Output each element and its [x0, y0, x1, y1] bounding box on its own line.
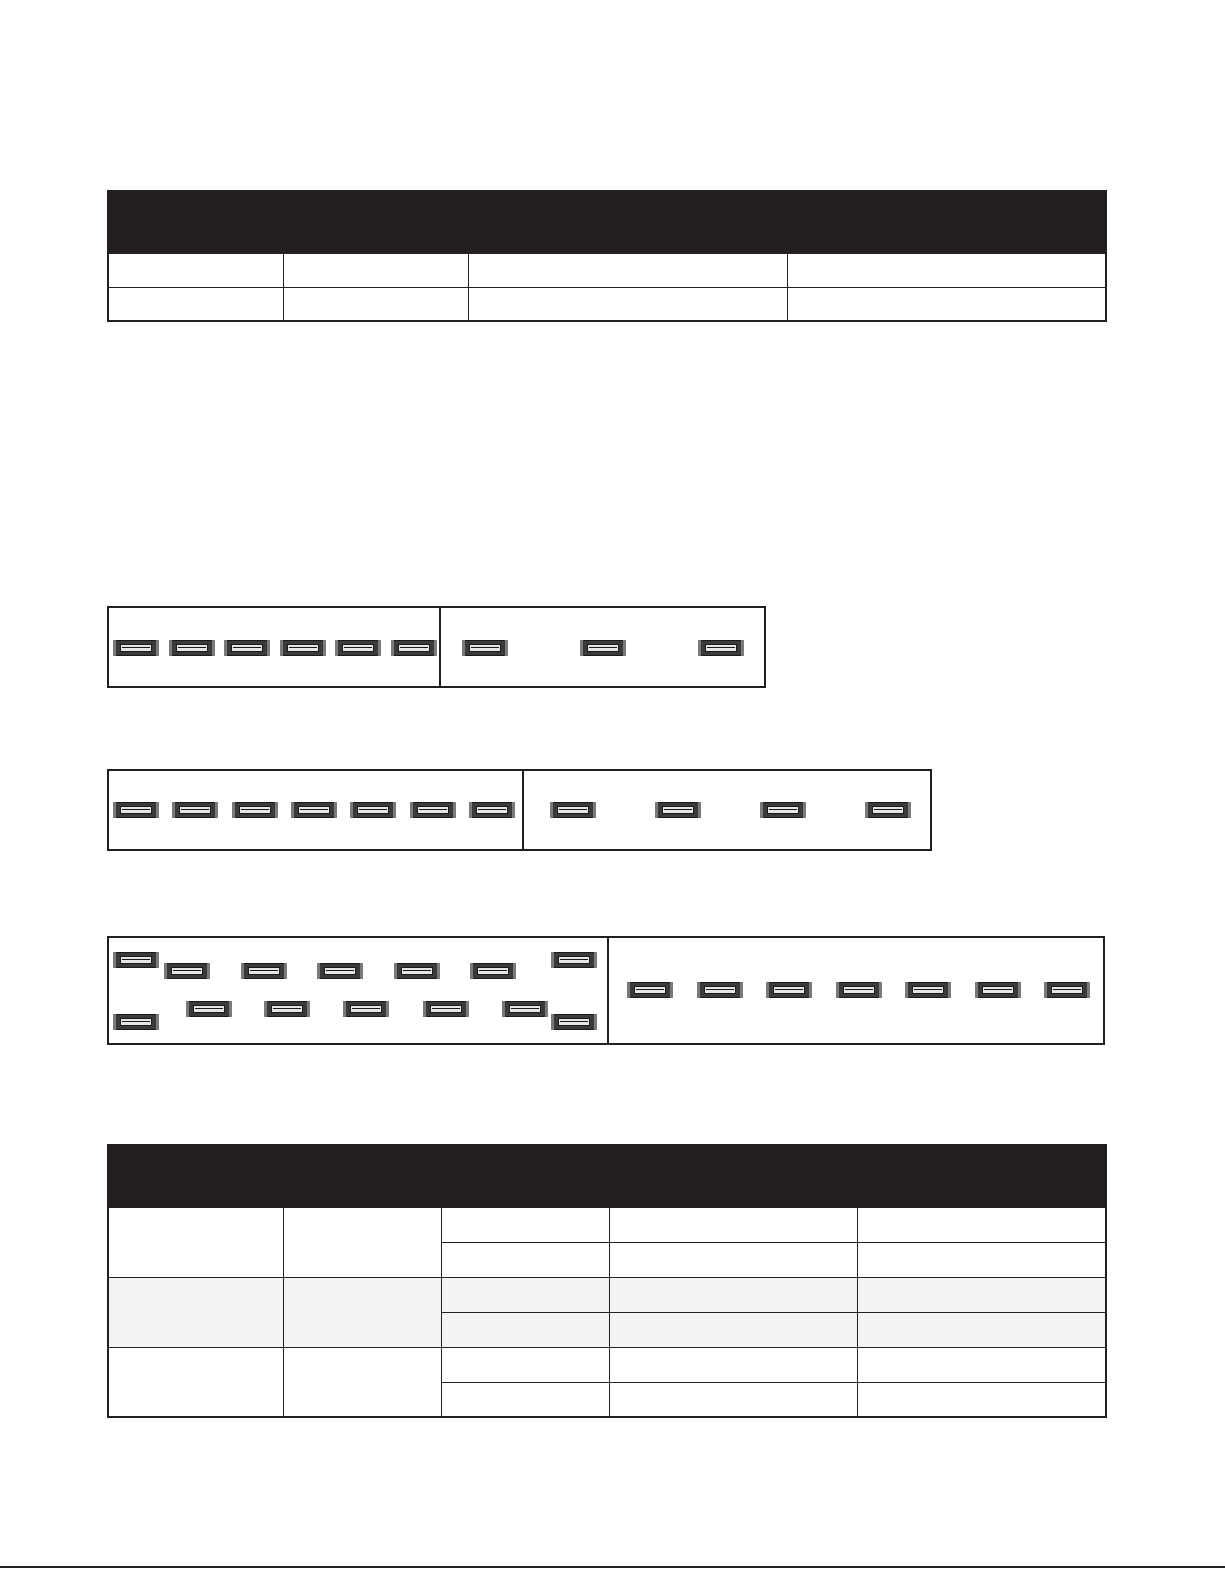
tray-unit-icon	[174, 802, 216, 818]
bottom-table	[107, 1144, 1107, 1418]
tray-unit-icon	[425, 1001, 467, 1017]
table-cell	[609, 1347, 857, 1382]
tray-unit-icon	[700, 640, 742, 656]
bottom-table-header	[108, 1145, 1106, 1207]
group-label-cell	[108, 1347, 283, 1417]
tray-unit-icon	[553, 1014, 595, 1030]
tray-unit-icon	[282, 640, 324, 656]
tray-unit-icon	[171, 640, 213, 656]
table-cell	[609, 1312, 857, 1347]
tray-unit-icon	[472, 963, 514, 979]
table-row	[108, 1207, 1106, 1242]
tray-unit-icon	[504, 1001, 546, 1017]
table-row	[108, 287, 1106, 321]
tray-unit-icon	[345, 1001, 387, 1017]
tray-unit-icon	[234, 802, 276, 818]
group-sub-cell	[283, 1277, 441, 1347]
group-label-cell	[108, 1277, 283, 1347]
table-cell	[857, 1347, 1106, 1382]
tray-unit-icon	[319, 963, 361, 979]
table-cell	[609, 1242, 857, 1277]
top-table-header	[108, 191, 1106, 253]
tray-unit-icon	[838, 982, 880, 998]
table-cell	[468, 253, 787, 287]
header-cell	[787, 191, 1106, 253]
tray-unit-icon	[907, 982, 949, 998]
table-cell	[609, 1382, 857, 1417]
header-cell	[283, 1145, 441, 1207]
header-cell	[468, 191, 787, 253]
tray-unit-icon	[266, 1001, 308, 1017]
tray-unit-icon	[166, 963, 208, 979]
tray-unit-icon	[115, 802, 157, 818]
header-cell	[283, 191, 468, 253]
tray-unit-icon	[293, 802, 335, 818]
tray-unit-icon	[582, 640, 624, 656]
tray-unit-icon	[115, 640, 157, 656]
header-cell	[441, 1145, 609, 1207]
tray-unit-icon	[762, 802, 804, 818]
tray-unit-icon	[115, 1014, 157, 1030]
table-row	[108, 1277, 1106, 1312]
group-label-cell	[108, 1207, 283, 1277]
table-cell	[441, 1242, 609, 1277]
tray-unit-icon	[552, 802, 594, 818]
table-cell	[441, 1277, 609, 1312]
table-cell	[857, 1382, 1106, 1417]
tray-unit-icon	[464, 640, 506, 656]
table-cell	[441, 1347, 609, 1382]
tray-unit-icon	[412, 802, 454, 818]
tray-unit-icon	[115, 952, 157, 968]
tray-unit-icon	[553, 952, 595, 968]
table-cell	[283, 253, 468, 287]
diagram-left-panel	[109, 771, 524, 849]
table-cell	[857, 1277, 1106, 1312]
tray-unit-icon	[629, 982, 671, 998]
header-cell	[609, 1145, 857, 1207]
table-cell	[857, 1242, 1106, 1277]
table-cell	[787, 253, 1106, 287]
header-cell	[108, 191, 283, 253]
diagram-right-panel	[439, 608, 764, 686]
tray-unit-icon	[867, 802, 909, 818]
table-cell	[857, 1207, 1106, 1242]
table-cell	[108, 287, 283, 321]
group-sub-cell	[283, 1207, 441, 1277]
header-cell	[108, 1145, 283, 1207]
table-cell	[283, 287, 468, 321]
diagram-right-panel	[607, 938, 1103, 1043]
tray-unit-icon	[1046, 982, 1088, 998]
tray-unit-icon	[393, 640, 435, 656]
tray-unit-icon	[337, 640, 379, 656]
tray-unit-icon	[657, 802, 699, 818]
table-cell	[441, 1312, 609, 1347]
tray-unit-icon	[396, 963, 438, 979]
group-sub-cell	[283, 1347, 441, 1417]
table-cell	[441, 1207, 609, 1242]
header-cell	[857, 1145, 1106, 1207]
page-bottom-rule	[0, 1566, 1225, 1568]
table-cell	[787, 287, 1106, 321]
table-cell	[108, 253, 283, 287]
tray-unit-icon	[471, 802, 513, 818]
table-cell	[857, 1312, 1106, 1347]
table-row	[108, 1347, 1106, 1382]
diagram-left-panel	[109, 608, 441, 686]
table-cell	[441, 1382, 609, 1417]
top-table	[107, 190, 1107, 322]
tray-unit-icon	[243, 963, 285, 979]
tray-unit-icon	[226, 640, 268, 656]
layout-diagram-2	[107, 769, 932, 851]
layout-diagram-1	[107, 606, 766, 688]
table-cell	[609, 1277, 857, 1312]
tray-unit-icon	[977, 982, 1019, 998]
diagram-right-panel	[522, 771, 930, 849]
table-cell	[609, 1207, 857, 1242]
layout-diagram-3	[107, 936, 1105, 1045]
tray-unit-icon	[768, 982, 810, 998]
tray-unit-icon	[352, 802, 394, 818]
table-cell	[468, 287, 787, 321]
diagram-left-panel	[109, 938, 609, 1043]
table-row	[108, 253, 1106, 287]
tray-unit-icon	[699, 982, 741, 998]
tray-unit-icon	[188, 1001, 230, 1017]
